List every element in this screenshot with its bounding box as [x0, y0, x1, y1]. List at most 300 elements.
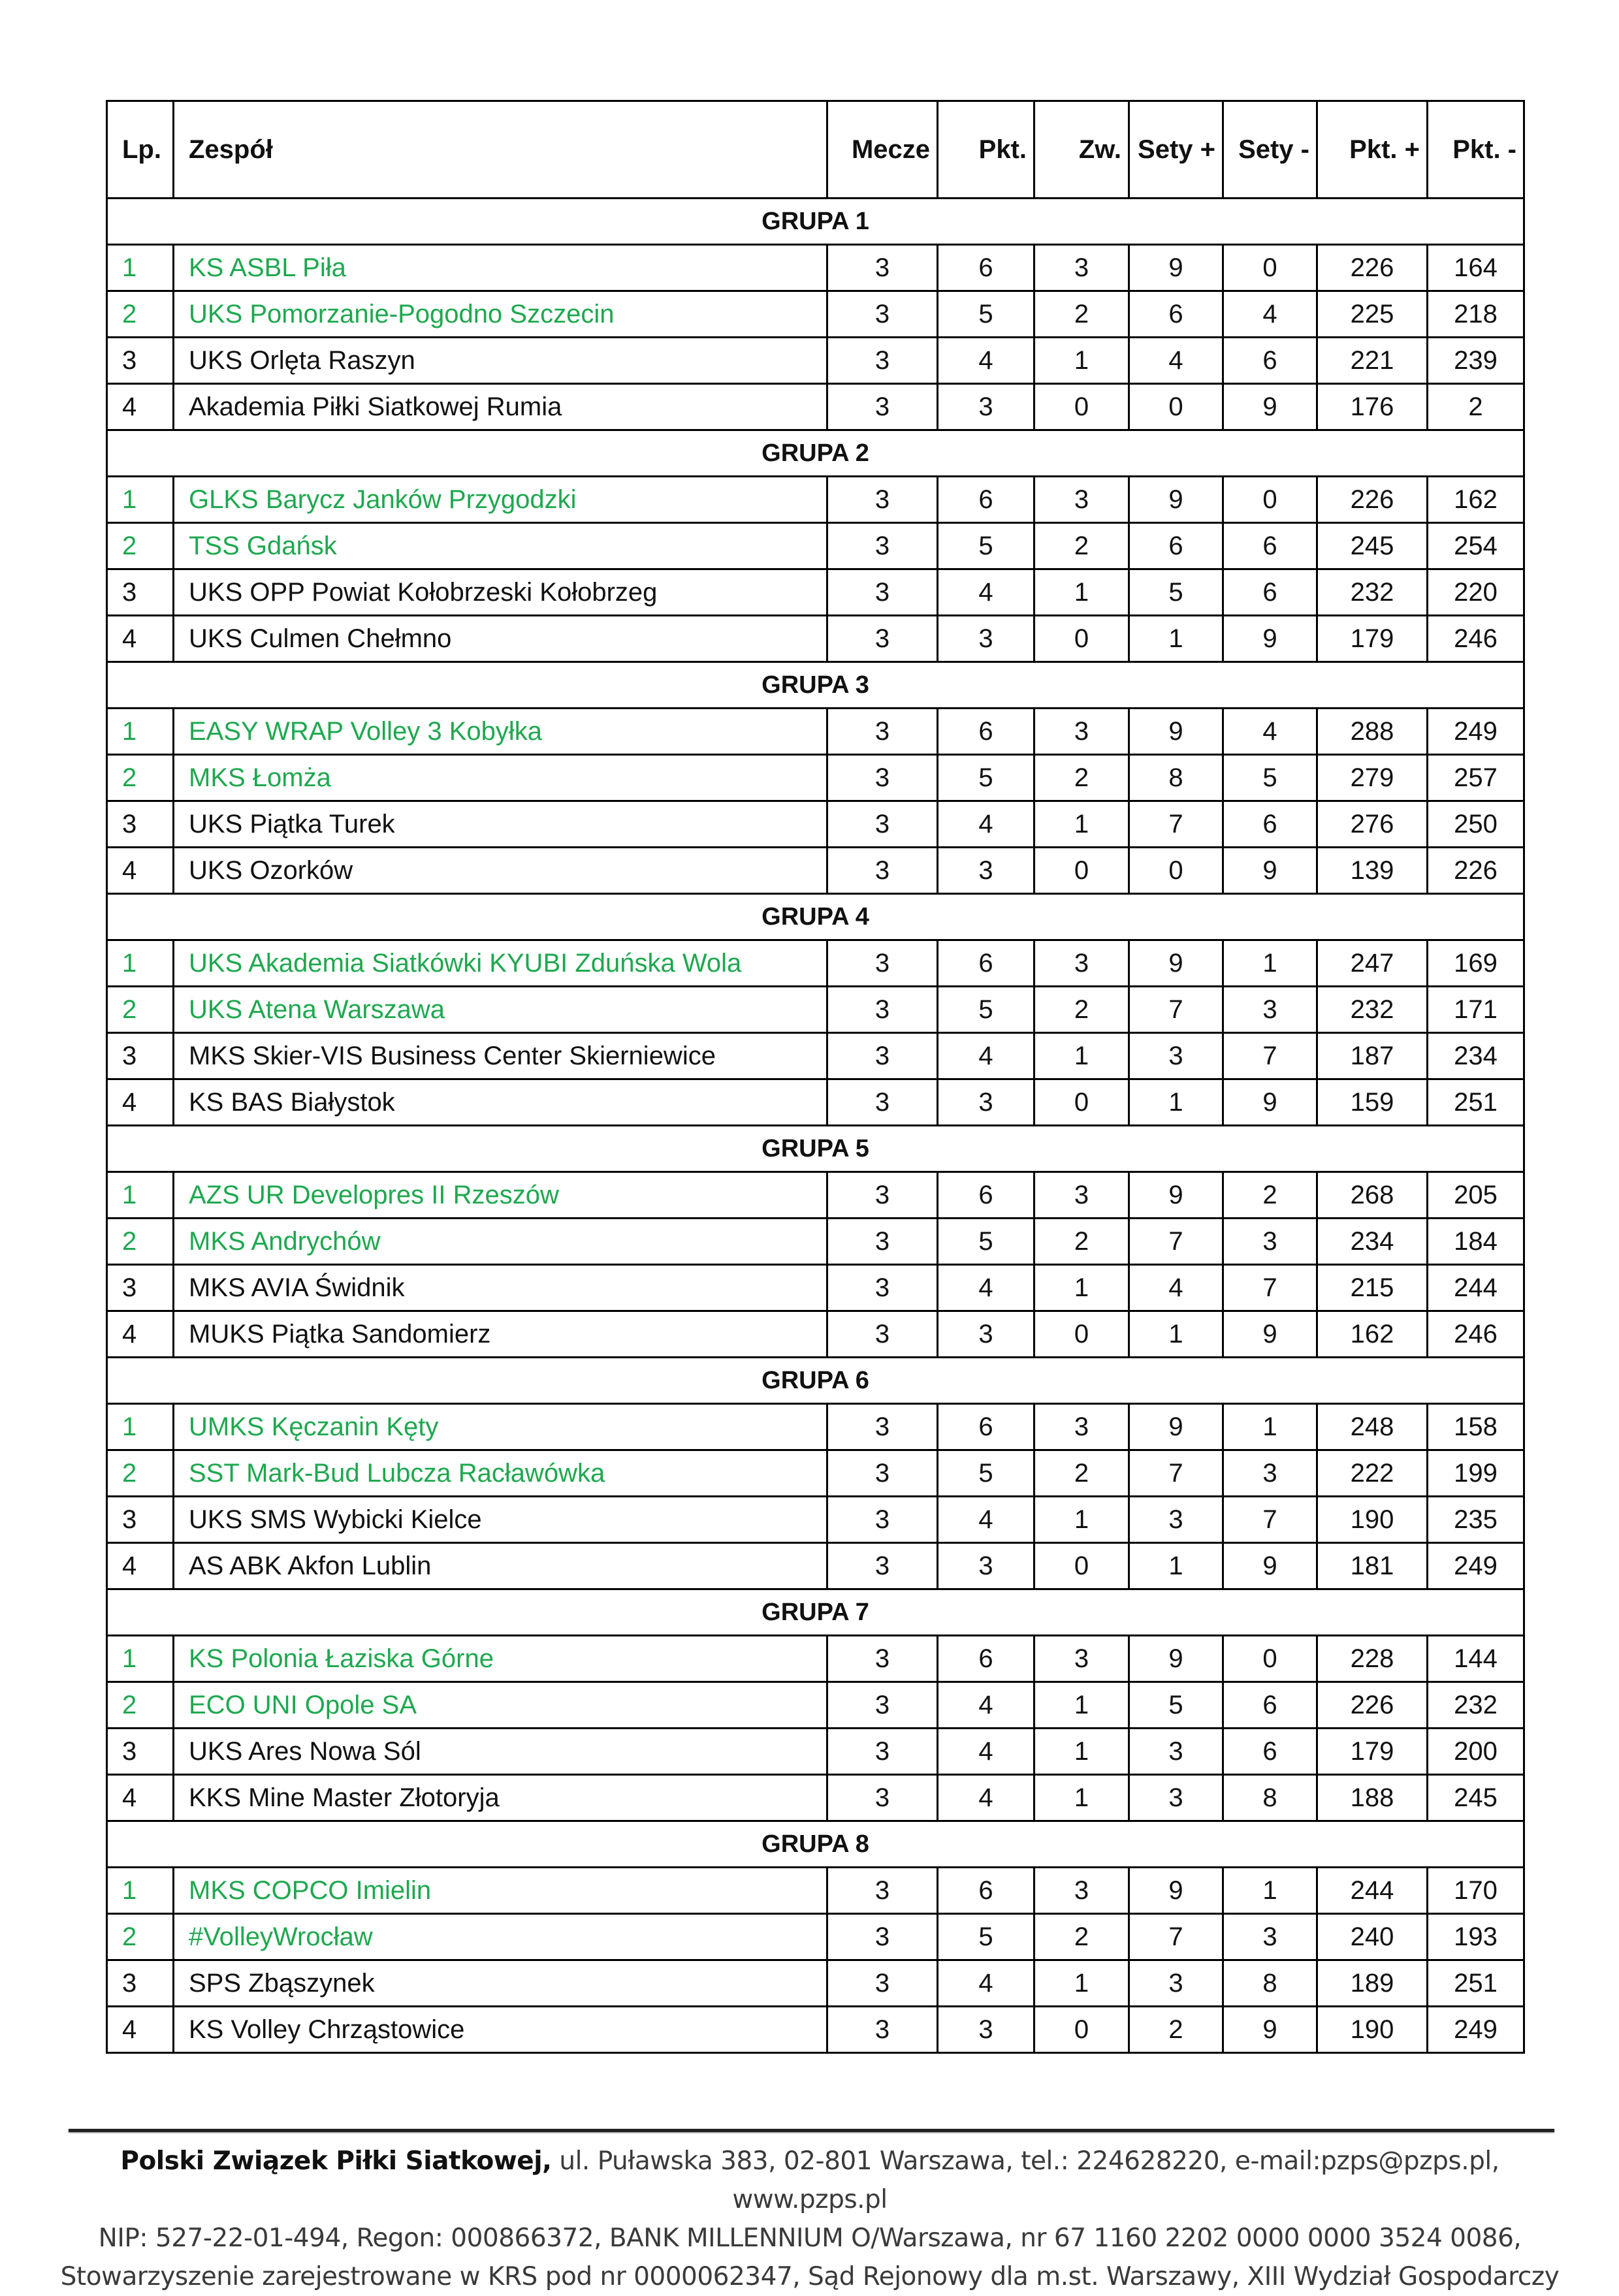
cell-sets-lost: 9 [1223, 2007, 1317, 2053]
cell-points-won: 215 [1317, 1265, 1428, 1311]
cell-sets-lost: 7 [1223, 1033, 1317, 1079]
group-header-row [107, 662, 1524, 709]
cell-wins: 1 [1034, 1960, 1129, 2007]
cell-team: UKS SMS Wybicki Kielce [174, 1497, 827, 1543]
cell-sets-won: 3 [1129, 1960, 1223, 2007]
cell-lp: 2 [107, 987, 174, 1033]
cell-points: 6 [938, 709, 1034, 755]
cell-sets-lost: 6 [1223, 1682, 1317, 1729]
cell-sets-won: 4 [1129, 338, 1223, 384]
cell-matches: 3 [827, 384, 938, 430]
cell-lp: 1 [107, 1404, 174, 1450]
cell-points: 4 [938, 1775, 1034, 1821]
cell-sets-lost: 4 [1223, 709, 1317, 755]
cell-sets-lost: 7 [1223, 1265, 1317, 1311]
cell-team: KS BAS Białystok [174, 1079, 827, 1126]
cell-points: 4 [938, 1682, 1034, 1729]
cell-matches: 3 [827, 1265, 938, 1311]
cell-points: 4 [938, 338, 1034, 384]
cell-lp: 1 [107, 245, 174, 291]
cell-lp: 3 [107, 1497, 174, 1543]
table-row [107, 801, 1524, 848]
cell-points: 6 [938, 1868, 1034, 1914]
cell-matches: 3 [827, 477, 938, 523]
cell-team: UKS OPP Powiat Kołobrzeski Kołobrzeg [174, 569, 827, 616]
group-header-row [107, 894, 1524, 940]
cell-wins: 3 [1034, 1172, 1129, 1219]
cell-points: 3 [938, 1543, 1034, 1589]
cell-matches: 3 [827, 1450, 938, 1497]
cell-sets-lost: 0 [1223, 1636, 1317, 1682]
cell-sets-lost: 6 [1223, 801, 1317, 848]
cell-points-won: 245 [1317, 523, 1428, 569]
cell-points-lost: 249 [1428, 709, 1524, 755]
cell-lp: 3 [107, 1960, 174, 2007]
cell-points: 5 [938, 1914, 1034, 1960]
table-row [107, 1914, 1524, 1960]
cell-matches: 3 [827, 1033, 938, 1079]
cell-sets-lost: 3 [1223, 1914, 1317, 1960]
cell-matches: 3 [827, 1914, 938, 1960]
cell-points-lost: 249 [1428, 2007, 1524, 2053]
table-row [107, 338, 1524, 384]
cell-sets-won: 9 [1129, 709, 1223, 755]
cell-points-lost: 169 [1428, 940, 1524, 987]
cell-wins: 2 [1034, 1219, 1129, 1265]
group-title: GRUPA 2 [107, 430, 1524, 477]
cell-sets-won: 0 [1129, 848, 1223, 894]
cell-points-won: 228 [1317, 1636, 1428, 1682]
table-row [107, 569, 1524, 616]
cell-points-lost: 257 [1428, 755, 1524, 801]
cell-sets-won: 7 [1129, 1219, 1223, 1265]
cell-matches: 3 [827, 523, 938, 569]
cell-sets-lost: 6 [1223, 1729, 1317, 1775]
cell-matches: 3 [827, 1219, 938, 1265]
cell-sets-won: 9 [1129, 1404, 1223, 1450]
cell-points-lost: 158 [1428, 1404, 1524, 1450]
cell-sets-won: 6 [1129, 291, 1223, 338]
cell-points: 6 [938, 477, 1034, 523]
cell-points-won: 279 [1317, 755, 1428, 801]
cell-points-won: 188 [1317, 1775, 1428, 1821]
cell-lp: 4 [107, 1079, 174, 1126]
cell-team: EASY WRAP Volley 3 Kobyłka [174, 709, 827, 755]
cell-points: 3 [938, 616, 1034, 662]
cell-matches: 3 [827, 291, 938, 338]
cell-wins: 2 [1034, 755, 1129, 801]
cell-team: UKS Ozorków [174, 848, 827, 894]
table-row [107, 2007, 1524, 2053]
cell-matches: 3 [827, 1729, 938, 1775]
cell-points: 5 [938, 755, 1034, 801]
table-row [107, 755, 1524, 801]
cell-team: UKS Pomorzanie-Pogodno Szczecin [174, 291, 827, 338]
cell-team: UKS Piątka Turek [174, 801, 827, 848]
cell-points-lost: 244 [1428, 1265, 1524, 1311]
cell-team: #VolleyWrocław [174, 1914, 827, 1960]
cell-sets-won: 9 [1129, 1868, 1223, 1914]
cell-sets-won: 6 [1129, 523, 1223, 569]
cell-points: 4 [938, 1033, 1034, 1079]
cell-sets-lost: 1 [1223, 1404, 1317, 1450]
table-row [107, 1729, 1524, 1775]
cell-points-lost: 251 [1428, 1079, 1524, 1126]
cell-sets-lost: 5 [1223, 755, 1317, 801]
header-sets-won: Sety + [1129, 101, 1223, 199]
header-team: Zespół [174, 101, 827, 199]
cell-team: UKS Ares Nowa Sól [174, 1729, 827, 1775]
cell-points-won: 225 [1317, 291, 1428, 338]
cell-points-lost: 254 [1428, 523, 1524, 569]
cell-team: UKS Orlęta Raszyn [174, 338, 827, 384]
cell-sets-won: 5 [1129, 1682, 1223, 1729]
cell-points-lost: 171 [1428, 987, 1524, 1033]
group-header-row [107, 430, 1524, 477]
cell-team: GLKS Barycz Janków Przygodzki [174, 477, 827, 523]
table-row [107, 1636, 1524, 1682]
cell-points-lost: 246 [1428, 1311, 1524, 1358]
footer-org-name: Polski Związek Piłki Siatkowej, [120, 2146, 552, 2176]
cell-points-lost: 232 [1428, 1682, 1524, 1729]
cell-lp: 2 [107, 1914, 174, 1960]
cell-points-lost: 170 [1428, 1868, 1524, 1914]
header-points: Pkt. [938, 101, 1034, 199]
cell-points: 5 [938, 291, 1034, 338]
cell-points-won: 240 [1317, 1914, 1428, 1960]
cell-points-lost: 199 [1428, 1450, 1524, 1497]
cell-points-won: 139 [1317, 848, 1428, 894]
group-title: GRUPA 3 [107, 662, 1524, 709]
cell-matches: 3 [827, 848, 938, 894]
table-row [107, 1960, 1524, 2007]
table-row [107, 848, 1524, 894]
cell-team: KS Volley Chrząstowice [174, 2007, 827, 2053]
table-row [107, 1219, 1524, 1265]
cell-points-lost: 2 [1428, 384, 1524, 430]
cell-lp: 2 [107, 1219, 174, 1265]
cell-points: 5 [938, 1219, 1034, 1265]
cell-points-lost: 218 [1428, 291, 1524, 338]
cell-team: KS ASBL Piła [174, 245, 827, 291]
table-row [107, 384, 1524, 430]
cell-lp: 4 [107, 1543, 174, 1589]
cell-team: AZS UR Developres II Rzeszów [174, 1172, 827, 1219]
cell-points-won: 232 [1317, 987, 1428, 1033]
footer-divider [69, 2129, 1554, 2132]
cell-lp: 2 [107, 523, 174, 569]
cell-sets-won: 1 [1129, 1311, 1223, 1358]
table-row [107, 709, 1524, 755]
header-points-lost: Pkt. - [1428, 101, 1524, 199]
header-matches: Mecze [827, 101, 938, 199]
cell-lp: 3 [107, 338, 174, 384]
cell-team: UKS Atena Warszawa [174, 987, 827, 1033]
cell-wins: 1 [1034, 801, 1129, 848]
header-row [107, 101, 1524, 199]
cell-lp: 4 [107, 848, 174, 894]
cell-points-won: 244 [1317, 1868, 1428, 1914]
cell-points-lost: 245 [1428, 1775, 1524, 1821]
cell-points-won: 176 [1317, 384, 1428, 430]
table-row [107, 477, 1524, 523]
cell-matches: 3 [827, 1775, 938, 1821]
group-header-row [107, 1358, 1524, 1404]
cell-team: MKS AVIA Świdnik [174, 1265, 827, 1311]
cell-sets-won: 9 [1129, 1636, 1223, 1682]
cell-matches: 3 [827, 616, 938, 662]
cell-sets-lost: 1 [1223, 940, 1317, 987]
cell-points-won: 222 [1317, 1450, 1428, 1497]
cell-wins: 1 [1034, 1497, 1129, 1543]
table-row [107, 1682, 1524, 1729]
cell-matches: 3 [827, 1404, 938, 1450]
table-row [107, 940, 1524, 987]
cell-matches: 3 [827, 1636, 938, 1682]
cell-sets-won: 8 [1129, 755, 1223, 801]
table-row [107, 523, 1524, 569]
header-points-won: Pkt. + [1317, 101, 1428, 199]
footer [59, 2142, 1561, 2296]
cell-points-lost: 251 [1428, 1960, 1524, 2007]
cell-sets-lost: 3 [1223, 987, 1317, 1033]
cell-matches: 3 [827, 940, 938, 987]
cell-matches: 3 [827, 987, 938, 1033]
table-row [107, 1172, 1524, 1219]
cell-sets-won: 2 [1129, 2007, 1223, 2053]
cell-points-won: 288 [1317, 709, 1428, 755]
cell-wins: 2 [1034, 1914, 1129, 1960]
cell-sets-won: 7 [1129, 987, 1223, 1033]
cell-lp: 4 [107, 1775, 174, 1821]
cell-lp: 3 [107, 1729, 174, 1775]
cell-sets-won: 1 [1129, 616, 1223, 662]
table-row [107, 1450, 1524, 1497]
cell-sets-won: 3 [1129, 1497, 1223, 1543]
cell-points-won: 226 [1317, 477, 1428, 523]
cell-sets-lost: 9 [1223, 1079, 1317, 1126]
cell-matches: 3 [827, 1079, 938, 1126]
cell-sets-won: 7 [1129, 801, 1223, 848]
footer-line-3: Stowarzyszenie zarejestrowane w KRS pod nr 0000062347, Sąd Rejonowy dla m.st. Warszawy, XIII Wydział Gospodarczy [60, 2262, 1560, 2291]
cell-points-lost: 193 [1428, 1914, 1524, 1960]
cell-points-won: 226 [1317, 245, 1428, 291]
cell-team: MKS COPCO Imielin [174, 1868, 827, 1914]
group-header-row [107, 199, 1524, 245]
footer-contact: ul. Puławska 383, 02-801 Warszawa, tel.: 224628220, e-mail:pzps@pzps.pl, www.pzps.pl [551, 2146, 1499, 2214]
table-row [107, 1497, 1524, 1543]
cell-sets-won: 3 [1129, 1775, 1223, 1821]
cell-sets-won: 7 [1129, 1450, 1223, 1497]
cell-lp: 2 [107, 1450, 174, 1497]
cell-team: MUKS Piątka Sandomierz [174, 1311, 827, 1358]
cell-team: Akademia Piłki Siatkowej Rumia [174, 384, 827, 430]
cell-sets-won: 1 [1129, 1543, 1223, 1589]
cell-points: 4 [938, 1960, 1034, 2007]
cell-points: 6 [938, 1172, 1034, 1219]
cell-sets-lost: 0 [1223, 245, 1317, 291]
cell-points: 4 [938, 801, 1034, 848]
cell-sets-won: 3 [1129, 1729, 1223, 1775]
cell-lp: 3 [107, 801, 174, 848]
cell-sets-lost: 2 [1223, 1172, 1317, 1219]
group-title: GRUPA 6 [107, 1358, 1524, 1404]
table-row [107, 1868, 1524, 1914]
cell-points: 5 [938, 523, 1034, 569]
table-row [107, 1311, 1524, 1358]
cell-lp: 4 [107, 1311, 174, 1358]
cell-points-won: 248 [1317, 1404, 1428, 1450]
table-row [107, 616, 1524, 662]
cell-wins: 1 [1034, 1033, 1129, 1079]
cell-matches: 3 [827, 338, 938, 384]
cell-sets-lost: 3 [1223, 1219, 1317, 1265]
cell-lp: 1 [107, 1636, 174, 1682]
cell-sets-won: 9 [1129, 1172, 1223, 1219]
cell-sets-lost: 7 [1223, 1497, 1317, 1543]
cell-sets-won: 9 [1129, 940, 1223, 987]
cell-points: 5 [938, 1450, 1034, 1497]
cell-wins: 3 [1034, 245, 1129, 291]
cell-points-won: 179 [1317, 1729, 1428, 1775]
cell-wins: 3 [1034, 1404, 1129, 1450]
table-row [107, 1775, 1524, 1821]
cell-wins: 3 [1034, 1636, 1129, 1682]
cell-sets-won: 1 [1129, 1079, 1223, 1126]
cell-points-lost: 249 [1428, 1543, 1524, 1589]
cell-points-lost: 246 [1428, 616, 1524, 662]
cell-wins: 1 [1034, 1729, 1129, 1775]
cell-points-lost: 184 [1428, 1219, 1524, 1265]
cell-team: AS ABK Akfon Lublin [174, 1543, 827, 1589]
cell-sets-lost: 8 [1223, 1960, 1317, 2007]
cell-points-lost: 250 [1428, 801, 1524, 848]
cell-matches: 3 [827, 1497, 938, 1543]
cell-matches: 3 [827, 1311, 938, 1358]
cell-team: MKS Łomża [174, 755, 827, 801]
group-header-row [107, 1821, 1524, 1868]
table-row [107, 1404, 1524, 1450]
cell-matches: 3 [827, 755, 938, 801]
standings-body [107, 199, 1524, 2053]
footer-line-2: NIP: 527-22-01-494, Regon: 000866372, BANK MILLENNIUM O/Warszawa, nr 67 1160 2202 0000 0000 3524 0086, [98, 2224, 1522, 2253]
cell-points: 3 [938, 1079, 1034, 1126]
cell-wins: 1 [1034, 1775, 1129, 1821]
table-row [107, 245, 1524, 291]
cell-matches: 3 [827, 1868, 938, 1914]
cell-sets-won: 3 [1129, 1033, 1223, 1079]
cell-sets-lost: 9 [1223, 1543, 1317, 1589]
cell-team: MKS Andrychów [174, 1219, 827, 1265]
cell-points-won: 159 [1317, 1079, 1428, 1126]
cell-points-won: 187 [1317, 1033, 1428, 1079]
cell-points: 6 [938, 940, 1034, 987]
cell-lp: 2 [107, 755, 174, 801]
group-header-row [107, 1126, 1524, 1172]
cell-points-won: 247 [1317, 940, 1428, 987]
cell-matches: 3 [827, 245, 938, 291]
cell-sets-won: 0 [1129, 384, 1223, 430]
cell-sets-lost: 6 [1223, 338, 1317, 384]
cell-wins: 0 [1034, 1311, 1129, 1358]
cell-wins: 3 [1034, 477, 1129, 523]
cell-matches: 3 [827, 1960, 938, 2007]
cell-team: TSS Gdańsk [174, 523, 827, 569]
cell-lp: 1 [107, 940, 174, 987]
group-title: GRUPA 5 [107, 1126, 1524, 1172]
cell-points: 5 [938, 987, 1034, 1033]
cell-team: SPS Zbąszynek [174, 1960, 827, 2007]
cell-points-lost: 234 [1428, 1033, 1524, 1079]
cell-points: 3 [938, 1311, 1034, 1358]
cell-points: 6 [938, 1404, 1034, 1450]
cell-team: UMKS Kęczanin Kęty [174, 1404, 827, 1450]
group-title: GRUPA 8 [107, 1821, 1524, 1868]
cell-points-won: 189 [1317, 1960, 1428, 2007]
cell-points: 6 [938, 245, 1034, 291]
cell-sets-lost: 4 [1223, 291, 1317, 338]
cell-lp: 4 [107, 616, 174, 662]
cell-points-lost: 205 [1428, 1172, 1524, 1219]
cell-points-lost: 226 [1428, 848, 1524, 894]
cell-points-lost: 162 [1428, 477, 1524, 523]
cell-lp: 3 [107, 1033, 174, 1079]
cell-sets-lost: 8 [1223, 1775, 1317, 1821]
cell-points-won: 232 [1317, 569, 1428, 616]
cell-lp: 1 [107, 1172, 174, 1219]
cell-matches: 3 [827, 801, 938, 848]
cell-points-lost: 164 [1428, 245, 1524, 291]
cell-lp: 1 [107, 1868, 174, 1914]
cell-points-won: 276 [1317, 801, 1428, 848]
header-sets-lost: Sety - [1223, 101, 1317, 199]
cell-wins: 2 [1034, 1450, 1129, 1497]
cell-matches: 3 [827, 1543, 938, 1589]
cell-team: KKS Mine Master Złotoryja [174, 1775, 827, 1821]
cell-wins: 0 [1034, 848, 1129, 894]
group-title: GRUPA 1 [107, 199, 1524, 245]
cell-points-lost: 200 [1428, 1729, 1524, 1775]
table-row [107, 1265, 1524, 1311]
cell-wins: 1 [1034, 569, 1129, 616]
cell-sets-won: 4 [1129, 1265, 1223, 1311]
cell-points-won: 268 [1317, 1172, 1428, 1219]
cell-team: KS Polonia Łaziska Górne [174, 1636, 827, 1682]
cell-points-won: 179 [1317, 616, 1428, 662]
cell-points: 3 [938, 384, 1034, 430]
cell-points-lost: 144 [1428, 1636, 1524, 1682]
cell-lp: 2 [107, 291, 174, 338]
cell-matches: 3 [827, 569, 938, 616]
cell-points: 3 [938, 848, 1034, 894]
cell-sets-lost: 9 [1223, 384, 1317, 430]
table-row [107, 291, 1524, 338]
cell-points-won: 226 [1317, 1682, 1428, 1729]
cell-team: UKS Akademia Siatkówki KYUBI Zduńska Wola [174, 940, 827, 987]
cell-matches: 3 [827, 1172, 938, 1219]
cell-points: 4 [938, 569, 1034, 616]
cell-points-won: 190 [1317, 2007, 1428, 2053]
cell-lp: 3 [107, 569, 174, 616]
cell-team: SST Mark-Bud Lubcza Racławówka [174, 1450, 827, 1497]
group-header-row [107, 1589, 1524, 1636]
cell-lp: 3 [107, 1265, 174, 1311]
cell-wins: 0 [1034, 1543, 1129, 1589]
cell-wins: 0 [1034, 2007, 1129, 2053]
group-title: GRUPA 7 [107, 1589, 1524, 1636]
cell-sets-lost: 6 [1223, 523, 1317, 569]
cell-sets-lost: 9 [1223, 1311, 1317, 1358]
